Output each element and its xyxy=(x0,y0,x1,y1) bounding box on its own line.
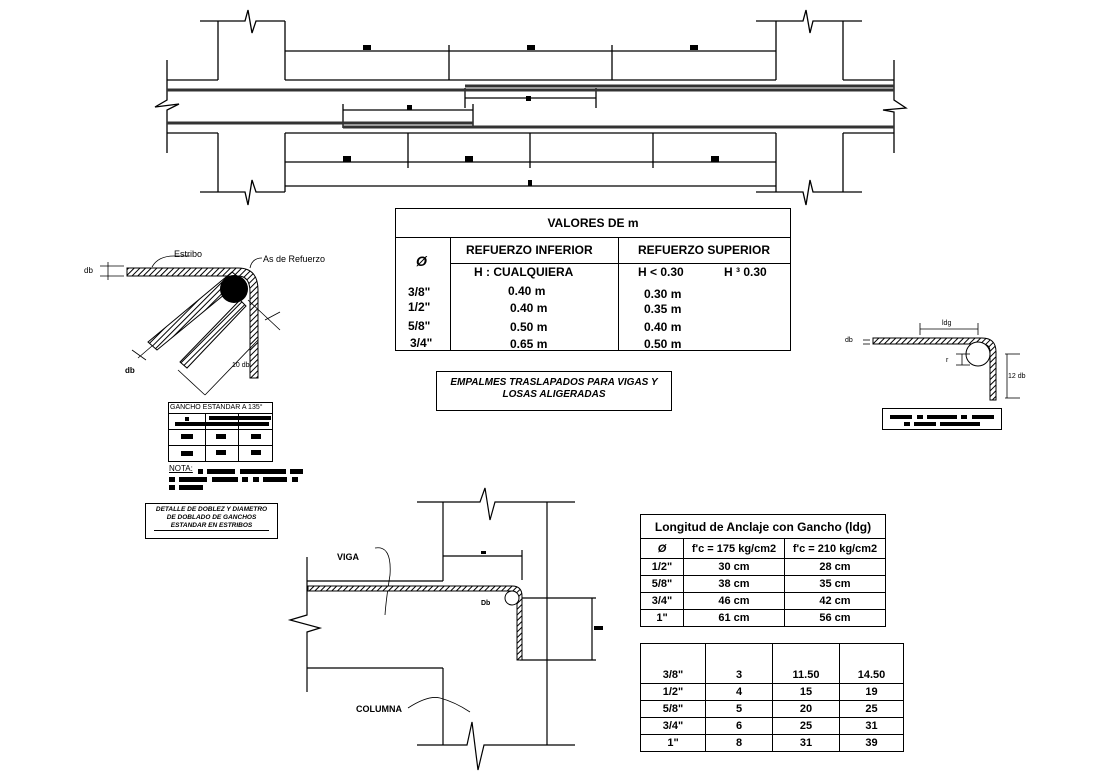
bar-cell: 39 xyxy=(840,735,904,752)
superior-sub-2: H ³ 0.30 xyxy=(724,265,767,279)
bar-cell: 1" xyxy=(641,735,706,752)
bar-cell: 15 xyxy=(773,684,840,701)
row-inferior: 0.40 m xyxy=(508,284,546,298)
beam-column-drawing xyxy=(290,488,596,770)
anclaje-title: Longitud de Anclaje con Gancho (ldg) xyxy=(641,515,886,539)
row-diameter: 1/2" xyxy=(408,300,431,314)
bar-cell: 31 xyxy=(773,735,840,752)
db-label-bottom: db xyxy=(125,366,135,375)
ldg-label: ldg xyxy=(942,320,952,327)
divider xyxy=(450,263,790,264)
anclaje-cell: 1" xyxy=(641,610,684,627)
empalmes-caption-line1: EMPALMES TRASLAPADOS PARA VIGAS Y xyxy=(450,377,658,388)
inferior-sub: H : CUALQUIERA xyxy=(474,265,574,279)
bar-cell: 14.50 xyxy=(840,644,904,684)
diameter-header: Ø xyxy=(416,253,427,269)
dimension-value-marks xyxy=(343,45,719,186)
row-inferior: 0.40 m xyxy=(510,301,548,315)
anclaje-cell: 46 cm xyxy=(684,593,785,610)
inferior-header: REFUERZO INFERIOR xyxy=(466,243,593,257)
row-inferior: 0.65 m xyxy=(510,337,548,351)
hook-90-drawing xyxy=(863,323,1020,400)
beam-elevation xyxy=(155,10,906,205)
divider xyxy=(618,237,619,350)
bar-cell: 3/8" xyxy=(641,644,706,684)
anclaje-cell: 61 cm xyxy=(684,610,785,627)
anclaje-cell: 38 cm xyxy=(684,576,785,593)
hook-90-caption-box xyxy=(882,408,1002,430)
viga-label: VIGA xyxy=(337,552,360,562)
anclaje-table xyxy=(640,514,886,627)
bar-cell: 3/4" xyxy=(641,718,706,735)
nota-text-redacted xyxy=(169,474,298,482)
row-inferior: 0.50 m xyxy=(510,320,548,334)
bar-cell: 5 xyxy=(706,701,773,718)
bar-cell: 4 xyxy=(706,684,773,701)
bar-cell: 20 xyxy=(773,701,840,718)
anclaje-cell: 5/8" xyxy=(641,576,684,593)
nota-label: NOTA: xyxy=(169,464,193,473)
anclaje-cell: 28 cm xyxy=(785,559,886,576)
bar-cell: 25 xyxy=(773,718,840,735)
bar-cell: 6 xyxy=(706,718,773,735)
gancho-135-title: GANCHO ESTANDAR A 135° xyxy=(169,403,272,414)
bar-cell: 11.50 xyxy=(773,644,840,684)
bar-cell: 5/8" xyxy=(641,701,706,718)
bar-table xyxy=(640,643,904,752)
stirrup-label: Estribo xyxy=(174,249,203,259)
row-superior: 0.40 m xyxy=(644,320,682,334)
nota-text-redacted xyxy=(169,482,203,490)
row-diameter: 5/8" xyxy=(408,319,431,333)
superior-sub-1: H < 0.30 xyxy=(638,265,684,279)
bar-cell: 3 xyxy=(706,644,773,684)
row-diameter: 3/4" xyxy=(410,336,433,350)
valores-m-title: VALORES DE m xyxy=(396,209,790,238)
anclaje-cell: 35 cm xyxy=(785,576,886,593)
detalle-caption-line2: DE DOBLADO DE GANCHOS xyxy=(166,514,257,521)
main-bar-label: As de Refuerzo xyxy=(263,254,326,264)
row-superior: 0.30 m xyxy=(644,287,682,301)
bar-cell: 8 xyxy=(706,735,773,752)
bar-cell: 25 xyxy=(840,701,904,718)
db-label-left: db xyxy=(84,266,93,275)
twelve-db-label: 12 db xyxy=(1008,373,1026,380)
empalmes-caption-box xyxy=(436,371,672,411)
db-label-joint: Db xyxy=(481,600,491,607)
empalmes-caption-line2: LOSAS ALIGERADAS xyxy=(502,389,606,400)
ten-db-label: 10 db xyxy=(232,362,250,369)
anclaje-cell: 42 cm xyxy=(785,593,886,610)
anclaje-cell: 30 cm xyxy=(684,559,785,576)
columna-label: COLUMNA xyxy=(356,704,402,714)
detalle-caption-box xyxy=(145,503,278,539)
bar-cell: 19 xyxy=(840,684,904,701)
bar-cell: 1/2" xyxy=(641,684,706,701)
valores-m-table xyxy=(395,208,791,351)
detalle-caption-line3: ESTANDAR EN ESTRIBOS xyxy=(154,522,269,531)
bar-cell: 31 xyxy=(840,718,904,735)
row-superior: 0.35 m xyxy=(644,302,682,316)
rebar-lines xyxy=(167,86,894,127)
anclaje-header: f'c = 175 kg/cm2 xyxy=(684,539,785,559)
superior-header: REFUERZO SUPERIOR xyxy=(638,243,771,257)
anclaje-cell: 56 cm xyxy=(785,610,886,627)
beam-column-rebar xyxy=(308,586,522,660)
anclaje-header: Ø xyxy=(641,539,684,559)
r-label: r xyxy=(946,357,949,364)
row-diameter: 3/8" xyxy=(408,285,431,299)
anclaje-cell: 3/4" xyxy=(641,593,684,610)
detalle-caption-line1: DETALLE DE DOBLEZ Y DIAMETRO xyxy=(155,506,268,513)
gancho-135-table xyxy=(168,402,273,462)
anclaje-header: f'c = 210 kg/cm2 xyxy=(785,539,886,559)
divider xyxy=(450,237,451,350)
db-label-hook: db xyxy=(845,337,853,344)
row-superior: 0.50 m xyxy=(644,337,682,351)
anclaje-cell: 1/2" xyxy=(641,559,684,576)
